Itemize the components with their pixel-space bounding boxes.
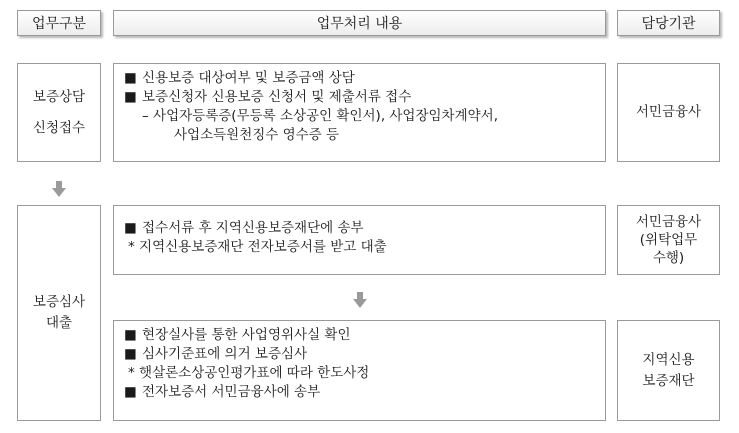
section2-upper-item-1-text: 접수서류 후 지역신용보증재단에 송부 xyxy=(142,220,364,236)
section1-category-line-2: 신청접수 xyxy=(32,119,86,136)
header-content-label: 업무처리 내용 xyxy=(316,16,403,32)
section2-lower-item-1 xyxy=(124,326,599,345)
bullet-square: ■ xyxy=(124,89,137,105)
section1-category-line-1: 보증상담 xyxy=(32,88,86,105)
bullet-square: ■ xyxy=(124,220,137,236)
header-agency xyxy=(617,10,720,36)
section2-lower-agency-box xyxy=(617,320,720,421)
section2-upper-agency-box xyxy=(617,205,720,275)
section2-upper-agency-line-2: (위탁업무 xyxy=(639,231,698,248)
section1-content-box xyxy=(113,63,606,162)
bullet-square: ■ xyxy=(124,70,137,86)
section2-lower-item-2 xyxy=(124,345,599,364)
section2-lower-content-box xyxy=(113,320,606,421)
bullet-square: ■ xyxy=(124,327,137,343)
section2-lower-item-3 xyxy=(124,383,599,402)
section2-category-box xyxy=(17,205,101,421)
section1-item-2-detail: – 사업자등록증(무등록 소상공인 확인서), 사업장임차계약서, xyxy=(142,108,499,124)
section1-item-1-text: 신용보증 대상여부 및 보증금액 상담 xyxy=(142,70,355,86)
section2-upper-agency-line-3: 수행) xyxy=(652,250,685,267)
section2-category-line-2: 대출 xyxy=(45,315,73,331)
section2-lower-agency-line-1: 지역신용 xyxy=(642,351,695,368)
section2-upper-content-box xyxy=(113,205,606,275)
down-arrow-icon xyxy=(52,188,66,197)
bullet-square: ■ xyxy=(124,346,137,362)
section2-upper-note: * 지역신용보증재단 전자보증서를 받고 대출 xyxy=(128,239,387,255)
section2-upper-agency-line-1: 서민금융사 xyxy=(635,213,702,230)
section2-category-line-1: 보증심사 xyxy=(32,294,86,311)
section2-lower-agency-line-2: 보증재단 xyxy=(642,372,695,389)
section2-lower-note: * 햇살론소상공인평가표에 따라 한도사정 xyxy=(128,365,370,381)
section1-agency: 서민금융사 xyxy=(635,104,702,121)
down-arrow-icon xyxy=(353,299,367,308)
header-category xyxy=(17,10,101,36)
section2-lower-item-3-text: 전자보증서 서민금융사에 송부 xyxy=(142,384,321,400)
section1-item-1 xyxy=(124,69,599,88)
section1-item-2 xyxy=(124,88,599,107)
section1-agency-box xyxy=(617,63,720,162)
section1-category-box xyxy=(17,63,101,162)
header-category-label: 업무구분 xyxy=(31,16,87,32)
section1-item-2-detail-cont: 사업소득원천징수 영수증 등 xyxy=(174,127,340,143)
bullet-square: ■ xyxy=(124,384,137,400)
section2-lower-item-1-text: 현장실사를 통한 사업영위사실 확인 xyxy=(142,327,351,343)
section1-item-2-text: 보증신청자 신용보증 신청서 및 제출서류 접수 xyxy=(142,89,412,105)
header-agency-label: 담당기관 xyxy=(641,16,696,32)
section2-lower-item-2-text: 심사기준표에 의거 보증심사 xyxy=(142,346,308,362)
header-content xyxy=(113,10,606,36)
section2-upper-item-1 xyxy=(124,219,599,238)
